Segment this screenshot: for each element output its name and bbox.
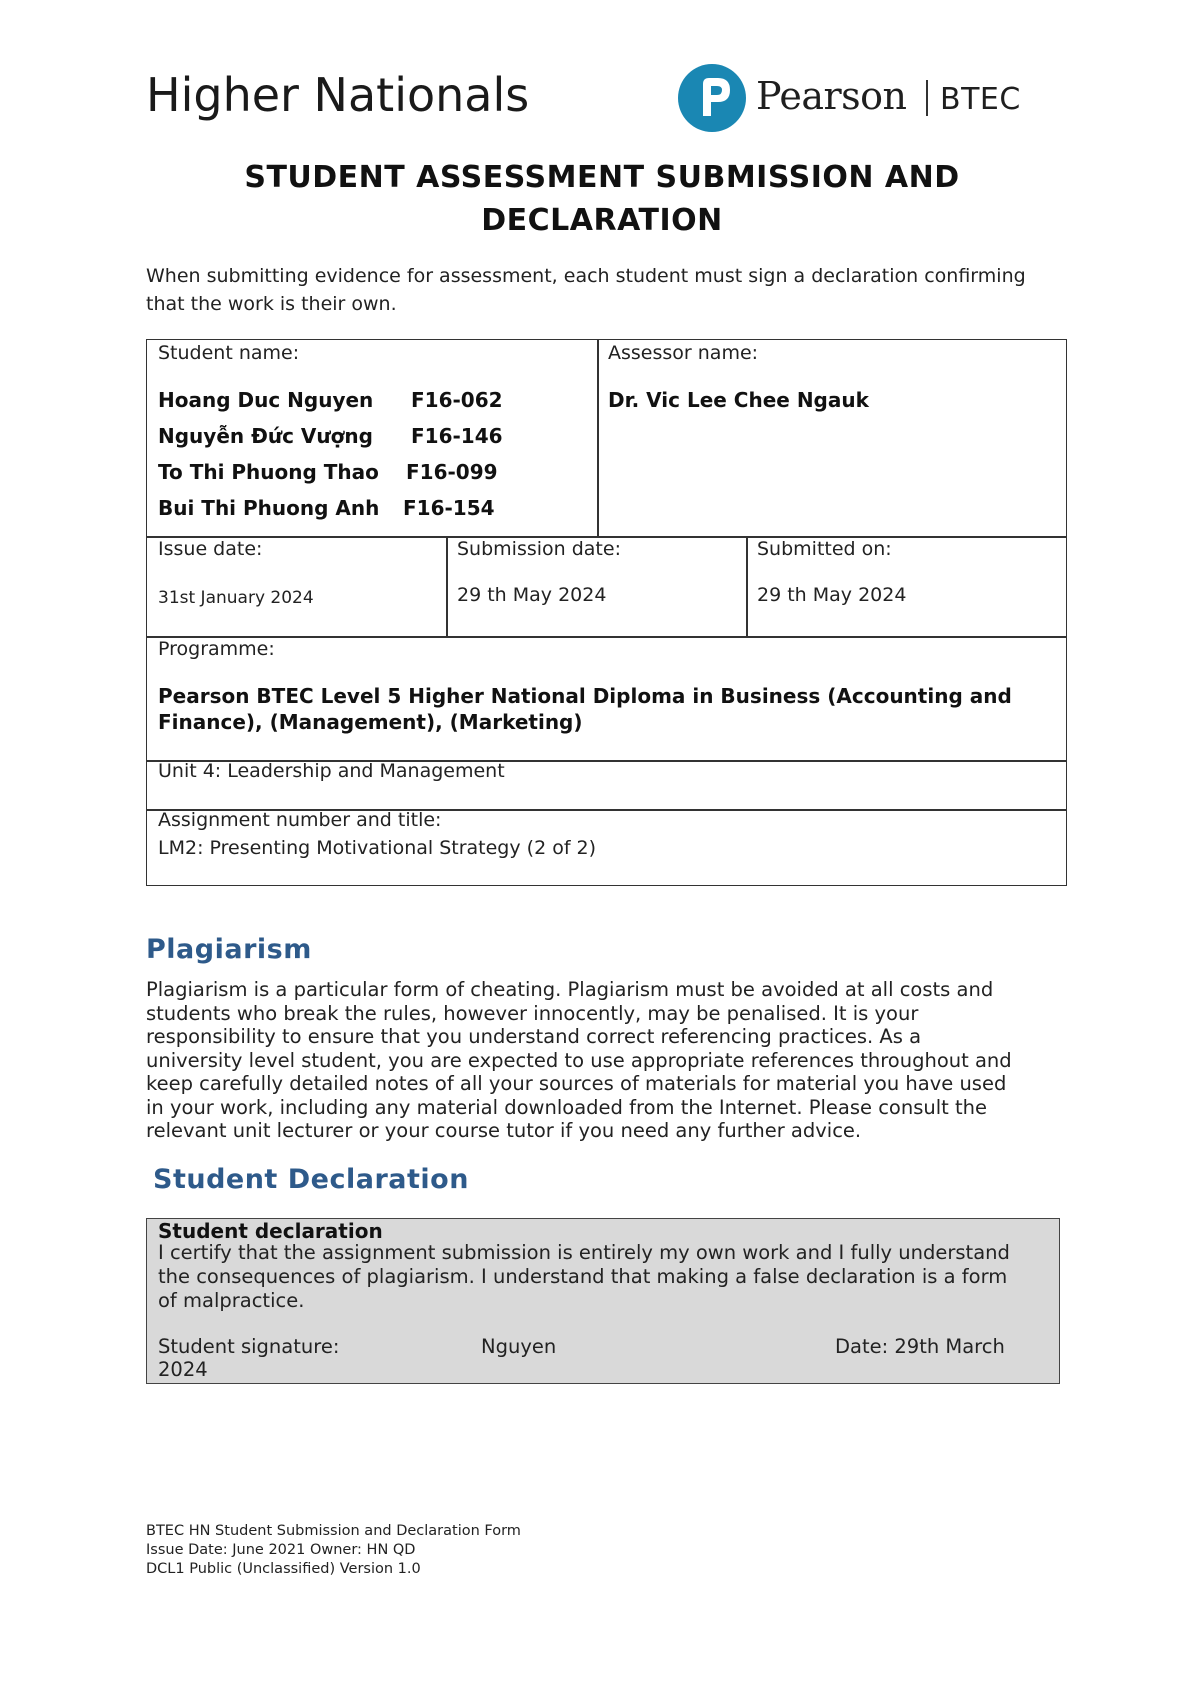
document-footer: BTEC HN Student Submission and Declaration Form Issue Date: June 2021 Owner: HN QD DCL1 Public (Unclassified) Version 1.0: [146, 1523, 521, 1577]
declaration-date-year: 2024: [158, 1358, 208, 1381]
student-name: Hoang Duc Nguyen: [158, 388, 374, 412]
student-name: Nguyễn Đức Vượng: [158, 424, 373, 448]
assessor-label: Assessor name:: [608, 342, 759, 364]
declaration-title: Student declaration: [158, 1219, 383, 1243]
declaration-text: I certify that the assignment submission is entirely my own work and I fully understand the consequences of plagiarism. I understand that making a false declaration is a form of malpractice.: [158, 1241, 1010, 1312]
intro-text: When submitting evidence for assessment, each student must sign a declaration confirming that the work is their own.: [146, 265, 1026, 315]
assessor-name: Dr. Vic Lee Chee Ngauk: [608, 388, 869, 412]
submission-form-table: [146, 339, 1067, 886]
divider: [446, 536, 448, 636]
logo-btec-text: BTEC: [940, 82, 1021, 117]
divider: [597, 340, 599, 536]
issue-date-label: Issue date:: [158, 538, 263, 560]
declaration-box: [146, 1218, 1060, 1384]
student-id: F16-154: [403, 496, 495, 520]
submitted-on-label: Submitted on:: [757, 538, 892, 560]
assignment-label: Assignment number and title:: [158, 809, 442, 831]
student-id: F16-099: [406, 460, 498, 484]
logo-separator: [926, 80, 928, 116]
plagiarism-text: Plagiarism is a particular form of cheating. Plagiarism must be avoided at all costs and students who break the rules, however innocently, may be penalised. It is your responsibility to ensure that you understand correct referencing practices. As a university level student, you are expected to use appropriate references throughout and keep carefully detailed notes of all your sources of materials for material you have used in your work, including any material downloaded from the Internet. Please consult the relevant unit lecturer or your course tutor if you need any further advice.: [146, 978, 1012, 1142]
pearson-btec-logo: [678, 64, 1038, 140]
submission-date-value: 29 th May 2024: [457, 584, 607, 606]
student-id: F16-062: [411, 388, 503, 412]
student-id: F16-146: [411, 424, 503, 448]
assignment-value: LM2: Presenting Motivational Strategy (2 of 2): [158, 837, 597, 859]
programme-value: Finance), (Management), (Marketing): [158, 710, 583, 734]
plagiarism-heading: Plagiarism: [146, 934, 312, 965]
document-title: STUDENT ASSESSMENT SUBMISSION AND DECLARATION: [244, 160, 960, 238]
student-name: To Thi Phuong Thao: [158, 460, 379, 484]
declaration-date: Date: 29th March: [835, 1335, 1005, 1358]
brand-title: Higher Nationals: [146, 68, 530, 122]
logo-pearson-text: Pearson: [756, 74, 907, 118]
issue-date-value: 31st January 2024: [158, 588, 314, 608]
student-name-label: Student name:: [158, 342, 300, 364]
divider: [746, 536, 748, 636]
divider: [147, 636, 1066, 638]
signature-value: Nguyen: [481, 1335, 557, 1358]
declaration-heading: Student Declaration: [153, 1164, 469, 1195]
signature-label: Student signature:: [158, 1335, 340, 1358]
unit-title: Unit 4: Leadership and Management: [158, 760, 505, 782]
pearson-logo-icon: [678, 64, 746, 132]
programme-value: Pearson BTEC Level 5 Higher National Diploma in Business (Accounting and: [158, 684, 1012, 708]
submission-date-label: Submission date:: [457, 538, 621, 560]
submitted-on-value: 29 th May 2024: [757, 584, 907, 606]
student-name: Bui Thi Phuong Anh: [158, 496, 380, 520]
programme-label: Programme:: [158, 638, 275, 660]
